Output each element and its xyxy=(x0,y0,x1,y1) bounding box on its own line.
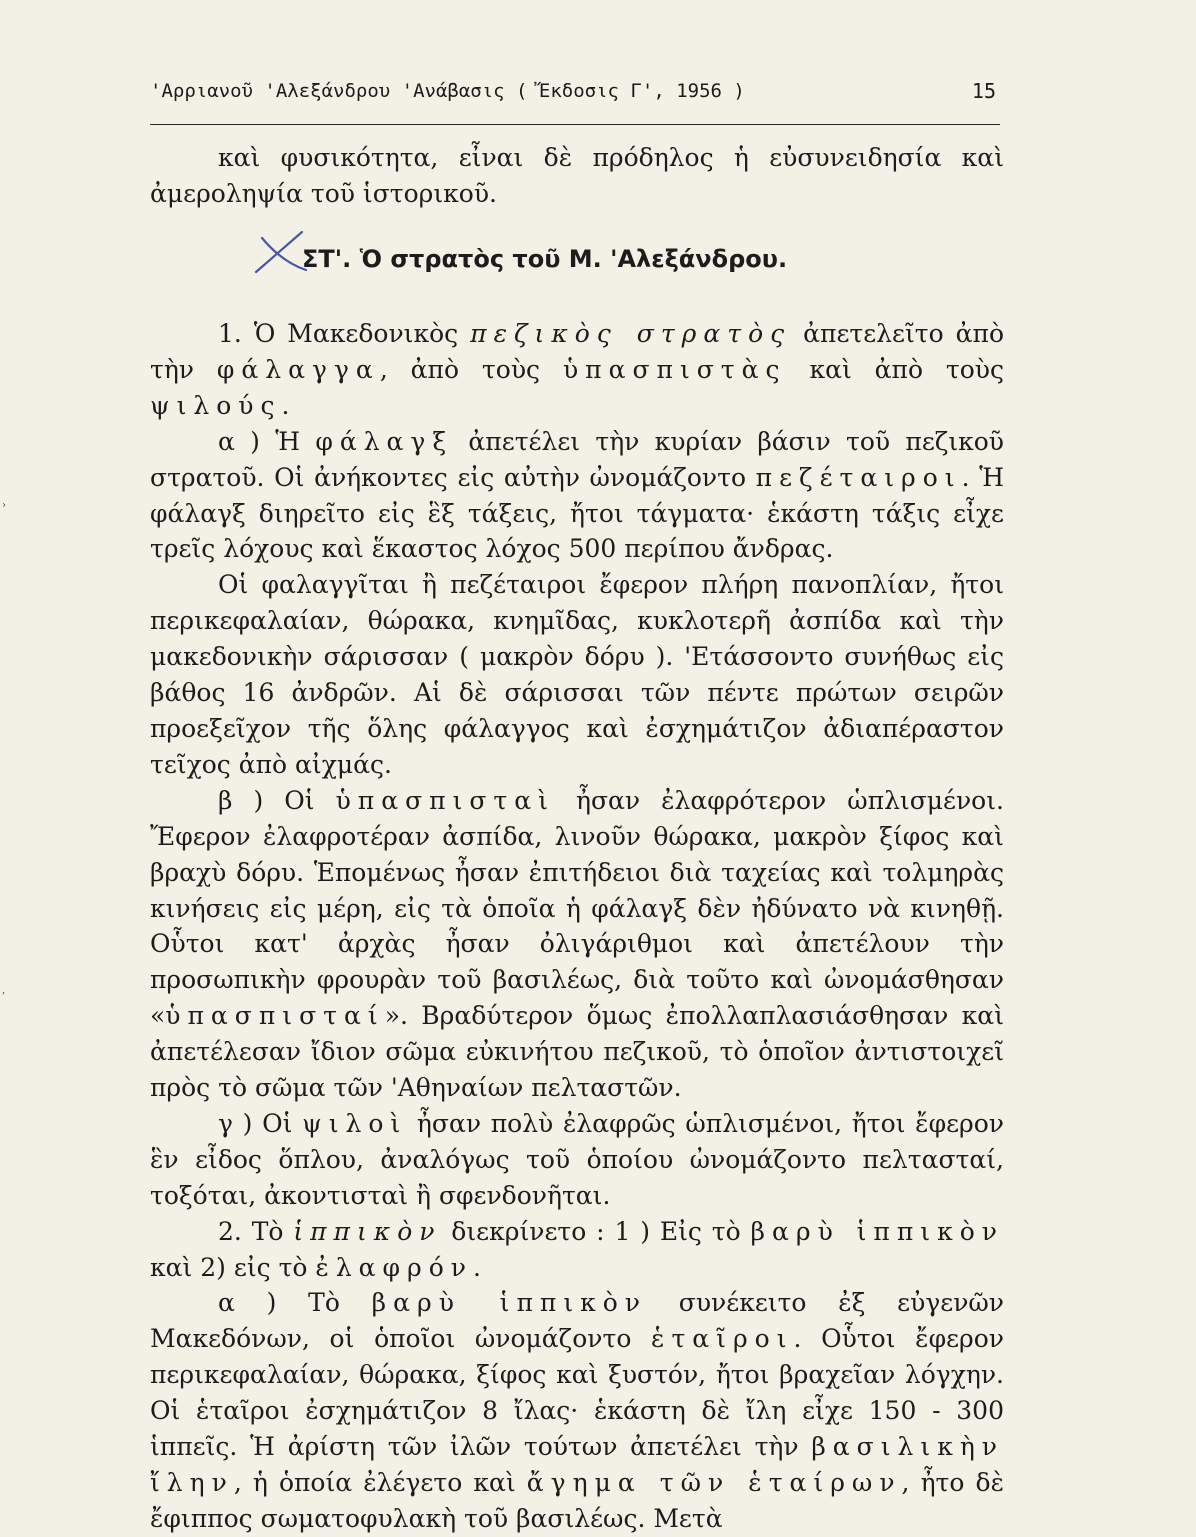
spaced-term: ψιλοὶ xyxy=(302,1108,408,1138)
margin-speck: › xyxy=(2,500,6,511)
spaced-term: ὑπασπιστὰς xyxy=(562,354,787,384)
paragraph-hypaspists: β ) Οἱ ὑπασπισταὶ ἦσαν ἐλαφρότερον ὡπλισμένοι. Ἔφερον ἐλαφροτέραν ἀσπίδα, λινοῦν θώρακα, μακρὸν ξίφος καὶ βραχὺ δόρυ. Ἑπομένως ἦσαν ἐπιτήδειοι διὰ ταχείας καὶ τολμηρὰς κινήσεις εἰς μέρη, εἰς τὰ ὁποῖα ἡ φάλαγξ δὲν ἠδύνατο νὰ κινηθῇ. Οὗτοι κατ' ἀρχὰς ἦσαν ὀλιγάριθμοι καὶ ἀπετέλουν τὴν προσωπικὴν φρουρὰν τοῦ βασιλέως, διὰ τοῦτο καὶ ὠνομάσθησαν «ὑπασπισταί». Βραδύτερον ὅμως ἐπολλαπλασιάσθησαν καὶ ἀπετέλεσαν ἴδιον σῶμα εὐκινήτου πεζικοῦ, τὸ ὁποῖον ἀντιστοιχεῖ πρὸς τὸ σῶμα τῶν 'Αθηναίων πελταστῶν. xyxy=(150,785,1004,1103)
intro-text: καὶ φυσικότητα, εἶναι δὲ πρόδηλος ἡ εὐσυνειδησία καὶ ἀμεροληψία τοῦ ἱστορικοῦ. xyxy=(150,143,1004,208)
spaced-term: βαρὺ ἱππικὸν xyxy=(371,1288,648,1318)
paragraph-phalanx: α ) Ἡ φάλαγξ ἀπετέλει τὴν κυρίαν βάσιν τοῦ πεζικοῦ στρατοῦ. Οἱ ἀνήκοντες εἰς αὐτὴν ὠνομάζοντο πεζέταιροι. Ἡ φάλαγξ διηρεῖτο εἰς ἓξ τάξεις, ἤτοι τάγματα· ἑκάστη τάξις εἶχε τρεῖς λόχους καὶ ἕκαστος λόχος 500 περίπου ἄνδρας. xyxy=(150,426,1005,564)
spaced-term: ὑπασπισταί xyxy=(165,1001,385,1031)
section-heading: ΣΤ'. Ὁ στρατὸς τοῦ Μ. 'Αλεξάνδρου. xyxy=(302,245,788,273)
running-head xyxy=(150,76,1000,106)
paragraph-cavalry: 2. Τὸ ἱππικὸν διεκρίνετο : 1 ) Εἰς τὸ βαρὺ ἱππικὸν καὶ 2) εἰς τὸ ἐλαφρόν. xyxy=(150,1216,1004,1282)
spaced-term: ἑταῖροι xyxy=(651,1324,794,1354)
spaced-term: βασιλικὴν ἴλην xyxy=(150,1432,1004,1497)
spaced-term: φάλαγγα xyxy=(216,354,380,384)
page-number: 15 xyxy=(971,79,996,103)
main-text xyxy=(150,316,1004,1537)
header-rule xyxy=(150,124,1000,125)
spaced-term: ἱππικὸν xyxy=(293,1216,442,1246)
spaced-term: πεζέταιροι xyxy=(755,462,962,492)
spaced-term: πεζικὸς στρατὸς xyxy=(470,319,792,348)
spaced-term: ὑπασπισταὶ xyxy=(335,785,555,815)
spaced-term: ἄγημα τῶν ἑταίρων xyxy=(526,1468,902,1497)
margin-speck: ‚ xyxy=(2,985,6,996)
paragraph-infantry: 1. Ὁ Μακεδονικὸς πεζικὸς στρατὸς ἀπετελεῖτο ἀπὸ τὴν φάλαγγα, ἀπὸ τοὺς ὑπασπιστὰς καὶ ἀπὸ τοὺς ψιλούς. xyxy=(150,319,1005,420)
paragraph-phalangites: Οἱ φαλαγγῖται ἢ πεζέταιροι ἔφερον πλήρη πανοπλίαν, ἤτοι περικεφαλαίαν, θώρακα, κνημῖδας, κυκλοτερῆ ἀσπίδα καὶ τὴν μακεδονικὴν σάρισσαν ( μακρὸν δόρυ ). 'Ετάσσοντο συνήθως εἰς βάθος 16 ἀνδρῶν. Αἱ δὲ σάρισσαι τῶν πέντε πρώτων σειρῶν προεξεῖχον τῆς ὅλης φάλαγγος καὶ ἐσχημάτιζον ἀδιαπέραστον τεῖχος ἀπὸ αἰχμάς. xyxy=(150,570,1004,779)
spaced-term: ἐλαφρόν xyxy=(315,1252,473,1282)
spaced-term: βαρὺ ἱππικὸν xyxy=(750,1216,1004,1246)
spaced-term: ψιλούς xyxy=(150,390,282,420)
intro-paragraph xyxy=(150,140,1004,212)
paragraph-psiloi: γ ) Οἱ ψιλοὶ ἦσαν πολὺ ἐλαφρῶς ὡπλισμένοι, ἤτοι ἔφερον ἓν εἶδος ὅπλου, ἀναλόγως τοῦ ὁποίου ὠνομάζοντο πελτασταί, τοξόται, ἀκοντισταὶ ἢ σφενδονῆται. xyxy=(150,1108,1004,1210)
running-title: 'Αρριανοῦ 'Αλεξάνδρου 'Ανάβασις ( Ἔκδοσις Γ', 1956 ) xyxy=(150,80,745,102)
paragraph-heavy-cavalry: α ) Τὸ βαρὺ ἱππικὸν συνέκειτο ἐξ εὐγενῶν Μακεδόνων, οἱ ὁποῖοι ὠνομάζοντο ἑταῖροι. Οὗτοι ἔφερον περικεφαλαίαν, θώρακα, ξίφος καὶ ξυστόν, ἤτοι βραχεῖαν λόγχην. Οἱ ἑταῖροι ἐσχημάτιζον 8 ἴλας· ἑκάστη δὲ ἴλη εἶχε 150 - 300 ἱππεῖς. Ἡ ἀρίστη τῶν ἰλῶν τούτων ἀπετέλει τὴν βασιλικὴν ἴλην, ἡ ὁποία ἐλέγετο καὶ ἄγημα τῶν ἑταίρων, ἦτο δὲ ἔφιππος σωματοφυλακὴ τοῦ βασιλέως. Μετὰ xyxy=(150,1288,1005,1533)
spaced-term: φάλαγξ xyxy=(315,426,454,456)
